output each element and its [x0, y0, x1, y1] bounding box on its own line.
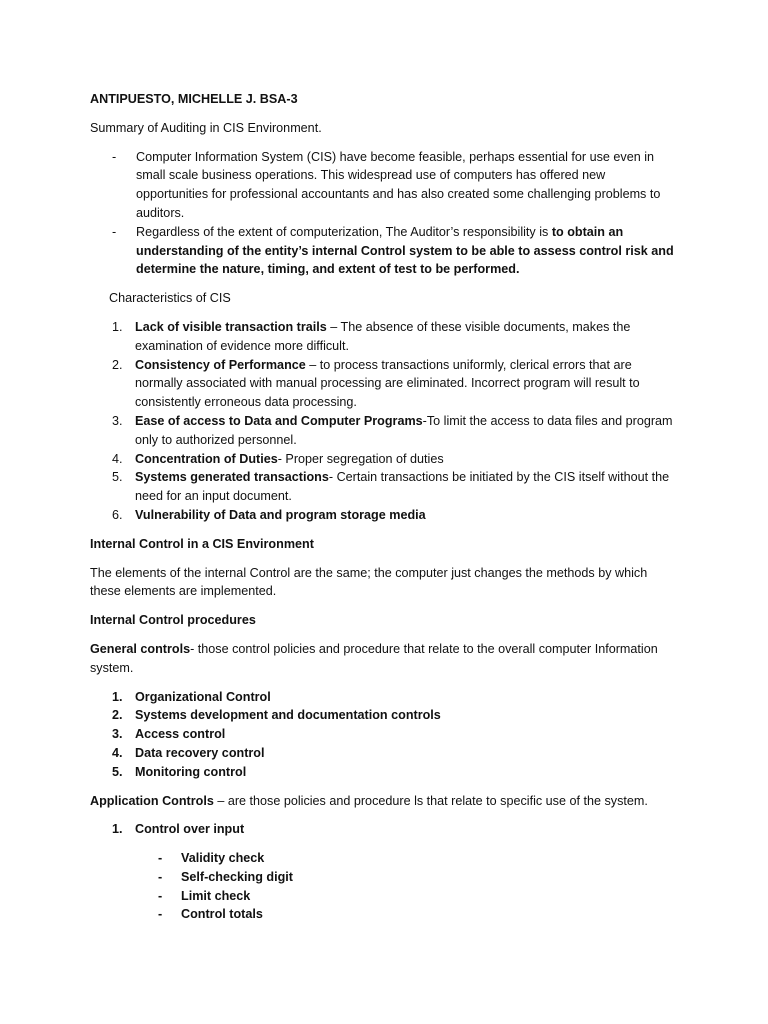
list-number: 3.	[112, 727, 123, 742]
sublist-item	[90, 868, 680, 887]
list-number: 1.	[112, 689, 123, 704]
document-page	[90, 90, 680, 924]
characteristic-description: – The absence of these visible documents, makes the examination of evidence more difficult.	[135, 319, 631, 353]
sublist-item-label: Control totals	[181, 907, 263, 922]
general-controls-paragraph	[90, 640, 680, 678]
list-number: 4.	[112, 451, 123, 466]
list-number: 2.	[112, 708, 123, 723]
characteristic-description: - Certain transactions be initiated by the CIS itself without the need for an input document.	[135, 470, 670, 504]
intro-bullet-bold-text: to obtain an understanding of the entity’s internal Control system to be able to assess control risk and determine the nature, timing, and extent of test to be performed.	[136, 224, 674, 277]
list-number: 6.	[112, 507, 123, 522]
characteristic-title: Ease of access to Data and Computer Programs	[135, 413, 423, 428]
application-control-item	[90, 820, 680, 839]
general-control-label: Monitoring control	[135, 764, 247, 779]
general-control-item	[90, 763, 680, 782]
characteristic-title: Concentration of Duties	[135, 451, 278, 466]
list-number: 1.	[112, 822, 123, 837]
intro-bullet-text: Computer Information System (CIS) have become feasible, perhaps essential for use even in small scale business operations. This widespread use of computers has offered new opportunities for professional accountants and has also created some challenging problems to auditors.	[136, 149, 661, 220]
general-controls-list	[90, 688, 680, 782]
sublist-item	[90, 849, 680, 868]
general-control-item	[90, 688, 680, 707]
characteristic-title: Vulnerability of Data and program storage media	[135, 507, 426, 522]
characteristic-item	[90, 468, 680, 506]
dash-marker: -	[158, 851, 163, 866]
general-control-item	[90, 706, 680, 725]
input-controls-sublist	[90, 849, 680, 924]
list-number: 4.	[112, 745, 123, 760]
characteristic-title: Lack of visible transaction trails	[135, 319, 327, 334]
summary-title: Summary of Auditing in CIS Environment.	[90, 120, 322, 135]
characteristic-description: - Proper segregation of duties	[277, 451, 444, 466]
general-controls-label: General controls	[90, 641, 191, 656]
characteristic-description: -To limit the access to data files and program only to authorized personnel.	[135, 413, 673, 447]
application-controls-list	[90, 820, 680, 839]
application-controls-label: Application Controls	[90, 793, 214, 808]
characteristics-heading: Characteristics of CIS	[109, 291, 231, 306]
characteristic-item	[90, 356, 680, 412]
characteristic-item	[90, 412, 680, 450]
dash-marker: -	[112, 149, 117, 164]
intro-bullet-text: Regardless of the extent of computerization, The Auditor’s responsibility is	[136, 224, 552, 239]
general-control-item	[90, 725, 680, 744]
sublist-item	[90, 887, 680, 906]
characteristic-title: Consistency of Performance	[135, 357, 306, 372]
characteristic-item	[90, 450, 680, 469]
general-control-label: Access control	[135, 727, 226, 742]
application-control-label: Control over input	[135, 822, 245, 837]
author-line: ANTIPUESTO, MICHELLE J. BSA-3	[90, 92, 298, 106]
characteristic-item	[90, 506, 680, 525]
intro-bullet	[90, 223, 680, 279]
list-number: 1.	[112, 319, 123, 334]
general-controls-description: - those control policies and procedure that relate to the overall computer Information system.	[90, 641, 658, 675]
dash-marker: -	[158, 907, 163, 922]
characteristic-title: Systems generated transactions	[135, 470, 329, 485]
sublist-item-label: Validity check	[181, 851, 265, 866]
intro-bullet	[90, 148, 680, 223]
application-controls-paragraph	[90, 792, 680, 811]
procedures-heading: Internal Control procedures	[90, 613, 256, 628]
general-control-label: Organizational Control	[135, 689, 271, 704]
list-number: 5.	[112, 470, 123, 485]
application-controls-description: – are those policies and procedure ls that relate to specific use of the system.	[213, 793, 648, 808]
dash-marker: -	[158, 888, 163, 903]
general-control-label: Data recovery control	[135, 745, 265, 760]
sublist-item-label: Self-checking digit	[181, 869, 293, 884]
characteristic-description: – to process transactions uniformly, clerical errors that are normally associated with manual processing are eliminated. Incorrect program will result to consistently erroneous data processing.	[135, 357, 640, 410]
internal-control-text: The elements of the internal Control are the same; the computer just changes the methods by which these elements are implemented.	[90, 565, 648, 599]
sublist-item	[90, 905, 680, 924]
dash-marker: -	[112, 224, 117, 239]
dash-marker: -	[158, 869, 163, 884]
general-control-label: Systems development and documentation controls	[135, 708, 441, 723]
list-number: 2.	[112, 357, 123, 372]
sublist-item-label: Limit check	[181, 888, 251, 903]
characteristics-list	[90, 318, 680, 525]
list-number: 3.	[112, 413, 123, 428]
general-control-item	[90, 744, 680, 763]
intro-bullet-list	[90, 148, 680, 280]
list-number: 5.	[112, 764, 123, 779]
internal-control-heading: Internal Control in a CIS Environment	[90, 536, 314, 551]
characteristic-item	[90, 318, 680, 356]
